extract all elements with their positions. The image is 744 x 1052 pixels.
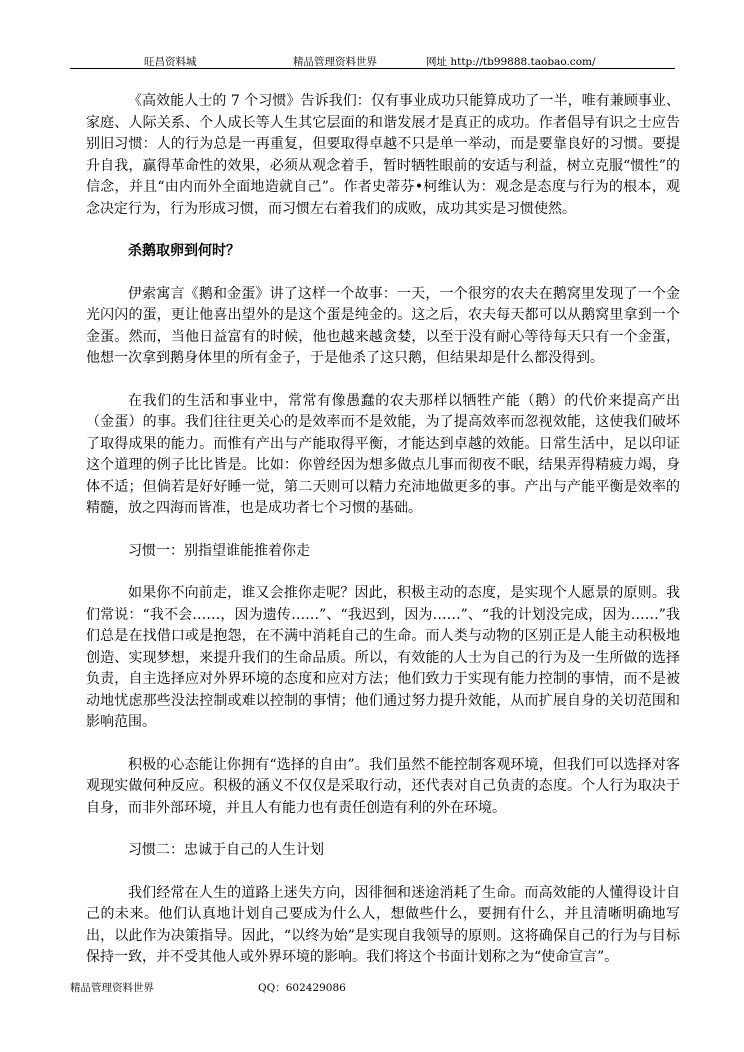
habit-one-heading: 习惯一：别指望谁能推着你走	[128, 542, 310, 559]
habit-two-paragraph: 我们经常在人生的道路上迷失方向，因徘徊和迷途消耗了生命。而高效能的人懂得设计自己的未来。他们认真地计划自己要成为什么人，想做些什么，要拥有什么，并且清晰明确地写出，以此作为决策指导。因此，“以终为始”是实现自我领导的原则。这将确保自己的行为与目标保持一致，并不受其他人或外界环境的影响。我们将这个书面计划称之为“使命宣言”。	[86, 884, 680, 965]
footer-left-text: 精品管理资料世界	[70, 982, 154, 994]
balance-paragraph: 在我们的生活和事业中，常常有像愚蠢的农夫那样以牺牲产能（鹅）的代价来提高产出（金蛋）的事。我们往往更关心的是效率而不是效能，为了提高效率而忽视效能，这使我们破坏了取得成果的能力。而惟有产出与产能取得平衡，才能达到卓越的效能。日常生活中，足以印证这个道理的例子比比皆是。比如：你曾经因为想多做点儿事而彻夜不眠，结果弄得精疲力竭，身体不适；但倘若是好好睡一觉，第二天则可以精力充沛地做更多的事。产出与产能平衡是效率的精髓，放之四海而皆准，也是成功者七个习惯的基础。	[86, 392, 680, 516]
footer-qq: QQ：602429086	[258, 982, 346, 994]
header-left-text: 旺昌资料城	[144, 56, 197, 68]
page-header	[70, 50, 675, 69]
goose-story-paragraph: 伊索寓言《鹅和金蛋》讲了这样一个故事：一天，一个很穷的农夫在鹅窝里发现了一个金光闪闪的蛋，更让他喜出望外的是这个蛋是纯金的。这之后，农夫每天都可以从鹅窝里拿到一个金蛋。然而，当他日益富有的时候，他也越来越贪婪，以至于没有耐心等待每天只有一个金蛋，他想一次拿到鹅身体里的所有金子，于是他杀了这只鹅，但结果却是什么都没得到。	[86, 285, 680, 366]
intro-paragraph: 《高效能人士的 7 个习惯》告诉我们：仅有事业成功只能算成功了一半，唯有兼顾事业、家庭、人际关系、个人成长等人生其它层面的和谐发展才是真正的成功。作者倡导有识之士应告别旧习惯：人的行为总是一再重复，但要取得卓越不只是单一举动，而是要靠良好的习惯。要提升自我，赢得革命性的效果，必须从观念着手，暂时牺牲眼前的安适与利益，树立克服“惯性”的信念，并且“由内而外全面地造就自己”。作者史蒂芬•柯维认为：观念是态度与行为的根本，观念决定行为，行为形成习惯，而习惯左右着我们的成败，成功其实是习惯使然。	[86, 93, 680, 217]
habit-one-paragraph-2: 积极的心态能让你拥有“选择的自由”。我们虽然不能控制客观环境，但我们可以选择对客观现实做何种反应。积极的涵义不仅仅是采取行动，还代表对自己负责的态度。个人行为取决于自身，而非外部环境，并且人有能力也有责任创造有利的外在环境。	[86, 756, 680, 816]
section-heading-goose: 杀鹅取卵到何时？	[128, 243, 240, 259]
document-body	[86, 91, 680, 990]
habit-two-heading: 习惯二：忠诚于自己的人生计划	[128, 842, 324, 858]
header-center-text: 精品管理资料世界	[293, 56, 377, 68]
header-website[interactable]: 网址 http://tb99888.taobao.com/	[426, 56, 596, 68]
habit-one-paragraph-1: 如果你不向前走，谁又会推你走呢？因此，积极主动的态度，是实现个人愿景的原则。我们常说：“我不会……，因为遗传……”、“我迟到，因为……”、“我的计划没完成，因为……”我们总是在找借口或是抱怨，在不满中消耗自己的生命。而人类与动物的区别正是人能主动积极地创造、实现梦想，来提升我们的生命品质。所以，有效能的人士为自己的行为及一生所做的选择负责，自主选择应对外界环境的态度和应对方法；他们致力于实现有能力控制的事情，而不是被动地忧虑那些没法控制或难以控制的事情；他们通过努力提升效能，从而扩展自身的关切范围和影响范围。	[86, 585, 680, 730]
